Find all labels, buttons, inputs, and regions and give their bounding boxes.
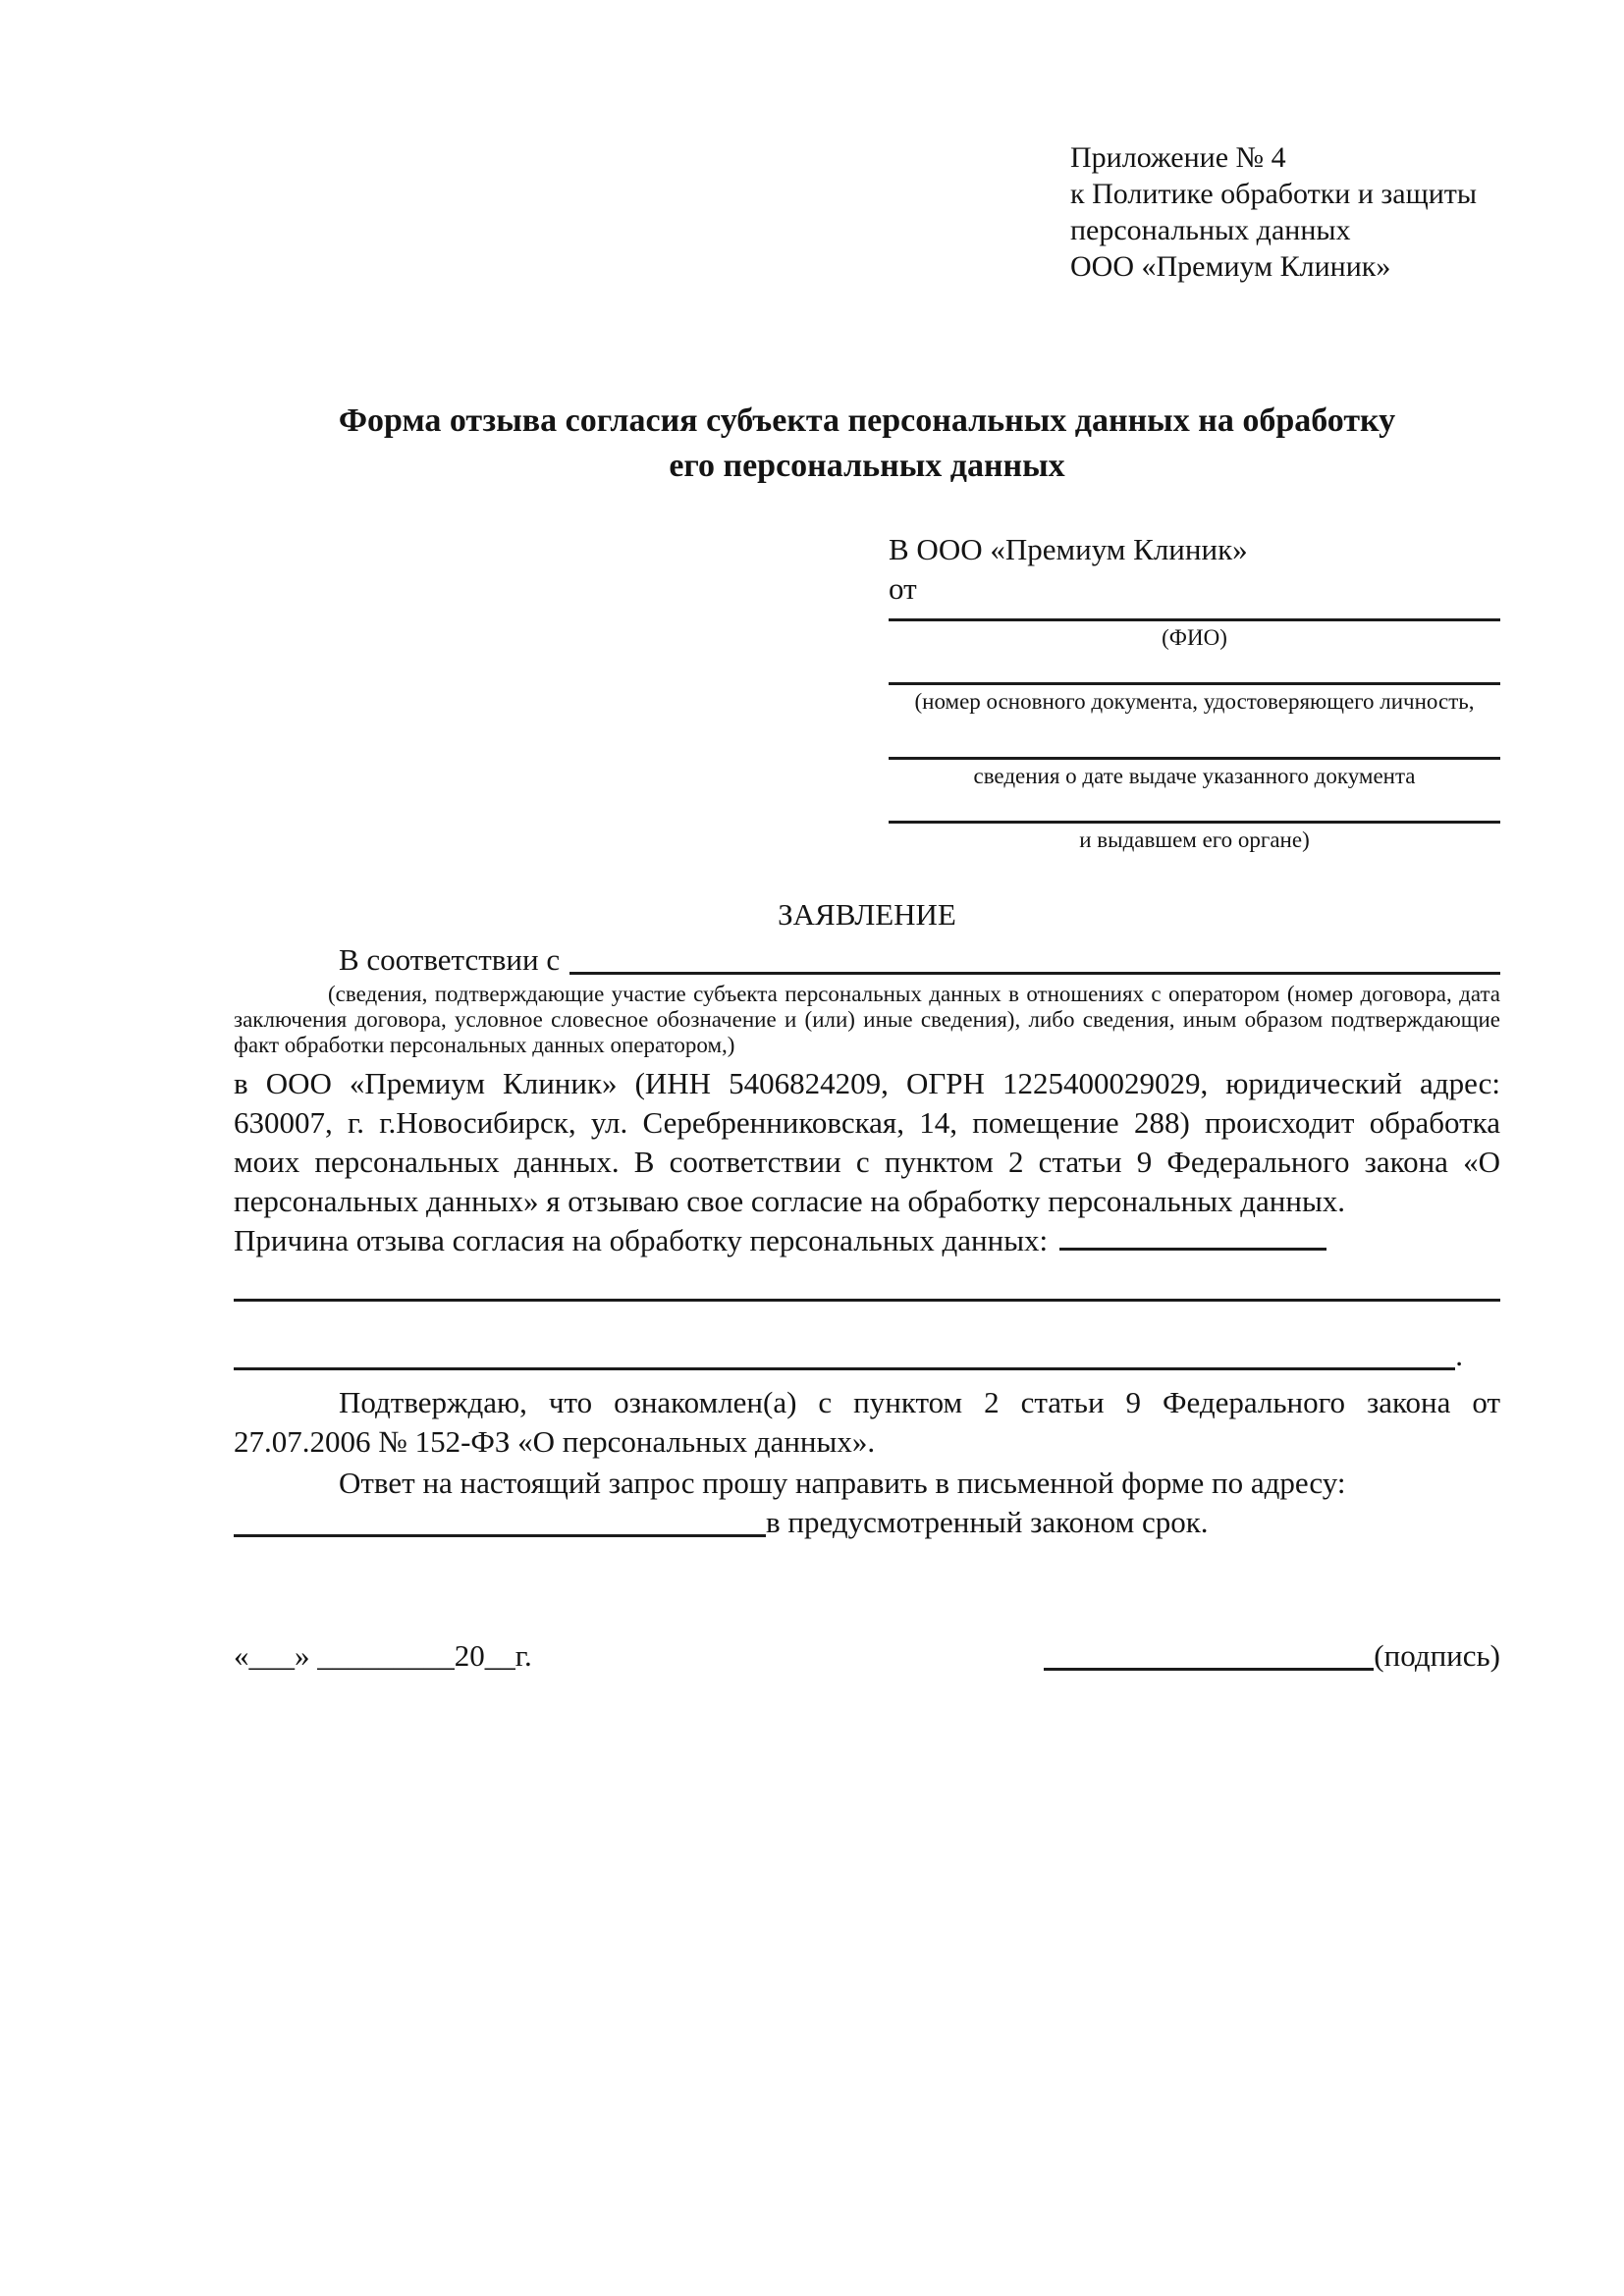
basis-row <box>234 940 1500 980</box>
issue-date-input-line[interactable] <box>889 757 1500 760</box>
appendix-note <box>1070 139 1500 285</box>
document-number-caption: (номер основного документа, удостоверяющего личность, <box>914 689 1475 714</box>
sentence-period: . <box>1455 1338 1463 1372</box>
signature-caption: (подпись) <box>1374 1638 1500 1673</box>
issuing-authority-input-line[interactable] <box>889 821 1500 824</box>
fio-input-line[interactable] <box>889 618 1500 621</box>
signature-group <box>1044 1636 1500 1676</box>
document-number-input-line[interactable] <box>889 682 1500 685</box>
address-input-line[interactable] <box>234 1534 766 1537</box>
reply-request-paragraph: Ответ на настоящий запрос прошу направить в письменной форме по адресу: <box>339 1466 1346 1500</box>
confirmation-paragraph: Подтверждаю, что ознакомлен(а) с пунктом 2 статьи 9 Федерального закона от 27.07.2006 № 152-ФЗ «О персональных данных». <box>234 1385 1500 1459</box>
addressee-org: В ООО «Премиум Клиник» <box>889 532 1248 566</box>
small-print-note: (сведения, подтверждающие участие субъекта персональных данных в отношениях с оператором (номер договора, дата заключения договора, условное словесное обозначение и (или) иные сведения), либо сведения, иным образом подтверждающие факт обработки персональных данных оператором,) <box>234 982 1500 1057</box>
document-title-line-1: Форма отзыва согласия субъекта персональных данных на обработку <box>338 402 1396 439</box>
appendix-line-1: Приложение № 4 <box>1070 141 1286 174</box>
appendix-line-3: персональных данных <box>1070 214 1351 246</box>
appendix-line-2: к Политике обработки и защиты <box>1070 178 1478 210</box>
from-label: от <box>889 571 917 606</box>
signature-line[interactable] <box>1044 1668 1374 1671</box>
date-field[interactable]: «___» _________20__г. <box>234 1638 532 1673</box>
issue-date-caption: сведения о дате выдаче указанного документа <box>973 764 1416 788</box>
basis-input-line[interactable] <box>569 972 1500 975</box>
document-title <box>234 399 1500 489</box>
statement-heading: ЗАЯВЛЕНИЕ <box>778 897 956 932</box>
reply-address-row <box>234 1503 1500 1542</box>
reason-extra-line-1[interactable] <box>234 1299 1500 1302</box>
reason-extra-row-2 <box>234 1336 1463 1375</box>
document-title-line-2: его персональных данных <box>669 448 1065 484</box>
body-paragraph: в ООО «Премиум Клиник» (ИНН 5406824209, ОГРН 1225400029029, юридический адрес: 630007, г. г.Новосибирск, ул. Серебренниковская, 14, помещение 288) происходит обработка моих персональных данных. В соответствии с пунктом 2 статьи 9 Федерального закона «О персональных данных» я отзываю свое согласие на обработку персональных данных. <box>234 1066 1500 1218</box>
appendix-line-4: ООО «Премиум Клиник» <box>1070 250 1391 283</box>
reply-suffix: в предусмотренный законом срок. <box>766 1505 1209 1539</box>
reason-label: Причина отзыва согласия на обработку персональных данных: <box>234 1223 1049 1257</box>
fio-caption: (ФИО) <box>1162 625 1227 650</box>
addressee-block <box>889 530 1500 854</box>
signature-row <box>234 1636 1500 1676</box>
reason-extra-line-2[interactable] <box>234 1367 1455 1370</box>
issuing-authority-caption: и выдавшем его органе) <box>1079 828 1310 852</box>
reason-row <box>234 1221 1500 1260</box>
basis-prefix: В соответствии с <box>339 942 561 977</box>
reason-input-line[interactable] <box>1059 1248 1326 1251</box>
